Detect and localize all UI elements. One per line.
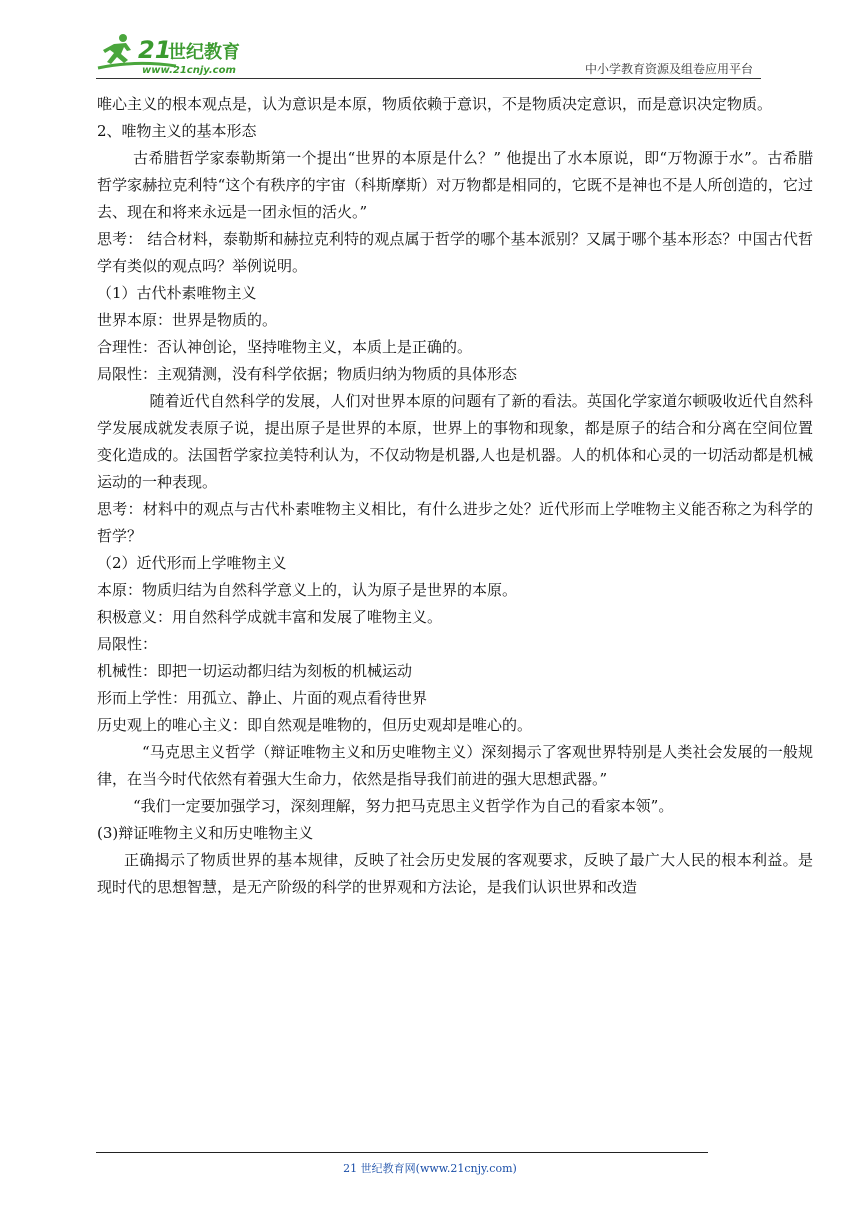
paragraph: 历史观上的唯心主义：即自然观是唯物的，但历史观却是唯心的。	[97, 716, 533, 734]
document-body	[97, 91, 813, 901]
footer-text: 21 世纪教育网(www.21cnjy.com)	[343, 1162, 517, 1175]
paragraph: “我们一定要加强学习，深刻理解，努力把马克思主义哲学作为自己的看家本领”。	[133, 797, 674, 815]
paragraph: 合理性：否认神创论，坚持唯物主义，本质上是正确的。	[97, 338, 473, 356]
site-logo	[96, 30, 266, 78]
paragraph: 思考： 结合材料，泰勒斯和赫拉克利特的观点属于哲学的哪个基本派别？又属于哪个基本形态？中国古代哲学有类似的观点吗？举例说明。	[97, 230, 813, 275]
paragraph: (3)辩证唯物主义和历史唯物主义	[97, 824, 314, 842]
paragraph: 思考：材料中的观点与古代朴素唯物主义相比，有什么进步之处？近代形而上学唯物主义能否称之为科学的哲学？	[97, 500, 813, 545]
paragraph: 2、唯物主义的基本形态	[97, 122, 257, 140]
paragraph: 局限性：主观猜测，没有科学依据；物质归纳为物质的具体形态	[97, 365, 518, 383]
paragraph: “马克思主义哲学（辩证唯物主义和历史唯物主义）深刻揭示了客观世界特别是人类社会发展的一般规律，在当今时代依然有着强大生命力，依然是指导我们前进的强大思想武器。”	[97, 743, 813, 788]
paragraph: 本原：物质归结为自然科学意义上的，认为原子是世界的本原。	[97, 581, 518, 599]
paragraph: 正确揭示了物质世界的基本规律，反映了社会历史发展的客观要求，反映了最广大人民的根本利益。是现时代的思想智慧，是无产阶级的科学的世界观和方法论，是我们认识世界和改造	[97, 851, 813, 896]
page-header	[96, 30, 761, 80]
paragraph: 唯心主义的根本观点是，认为意识是本原，物质依赖于意识，不是物质决定意识，而是意识决定物质。	[97, 95, 773, 113]
paragraph: （2）近代形而上学唯物主义	[97, 554, 287, 572]
svg-text:21: 21	[138, 36, 172, 64]
paragraph: 机械性：即把一切运动都归结为刻板的机械运动	[97, 662, 413, 680]
footer-divider	[96, 1152, 708, 1153]
header-divider	[96, 78, 761, 79]
paragraph: （1）古代朴素唯物主义	[97, 284, 257, 302]
paragraph: 局限性：	[97, 635, 158, 653]
svg-text:世纪教育: 世纪教育	[168, 42, 240, 63]
svg-text:www.21cnjy.com: www.21cnjy.com	[142, 65, 236, 76]
platform-name: 中小学教育资源及组卷应用平台	[584, 62, 753, 76]
paragraph: 积极意义：用自然科学成就丰富和发展了唯物主义。	[97, 608, 443, 626]
paragraph: 随着近代自然科学的发展，人们对世界本原的问题有了新的看法。英国化学家道尔顿吸收近代自然科学发展成就发表原子说，提出原子是世界的本原，世界上的事物和现象，都是原子的结合和分离在空间位置变化造成的。法国哲学家拉美特利认为，不仅动物是机器,人也是机器。人的机体和心灵的一切活动都是机械运动的一种表现。	[97, 392, 813, 491]
paragraph: 世界本原：世界是物质的。	[97, 311, 278, 329]
paragraph: 古希腊哲学家泰勒斯第一个提出“世界的本原是什么？” 他提出了水本原说，即“万物源于水”。古希腊哲学家赫拉克利特“这个有秩序的宇宙（科斯摩斯）对万物都是相同的，它既不是神也不是人所创造的，它过去、现在和将来永远是一团永恒的活火。”	[97, 149, 813, 221]
paragraph: 形而上学性：用孤立、静止、片面的观点看待世界	[97, 689, 428, 707]
